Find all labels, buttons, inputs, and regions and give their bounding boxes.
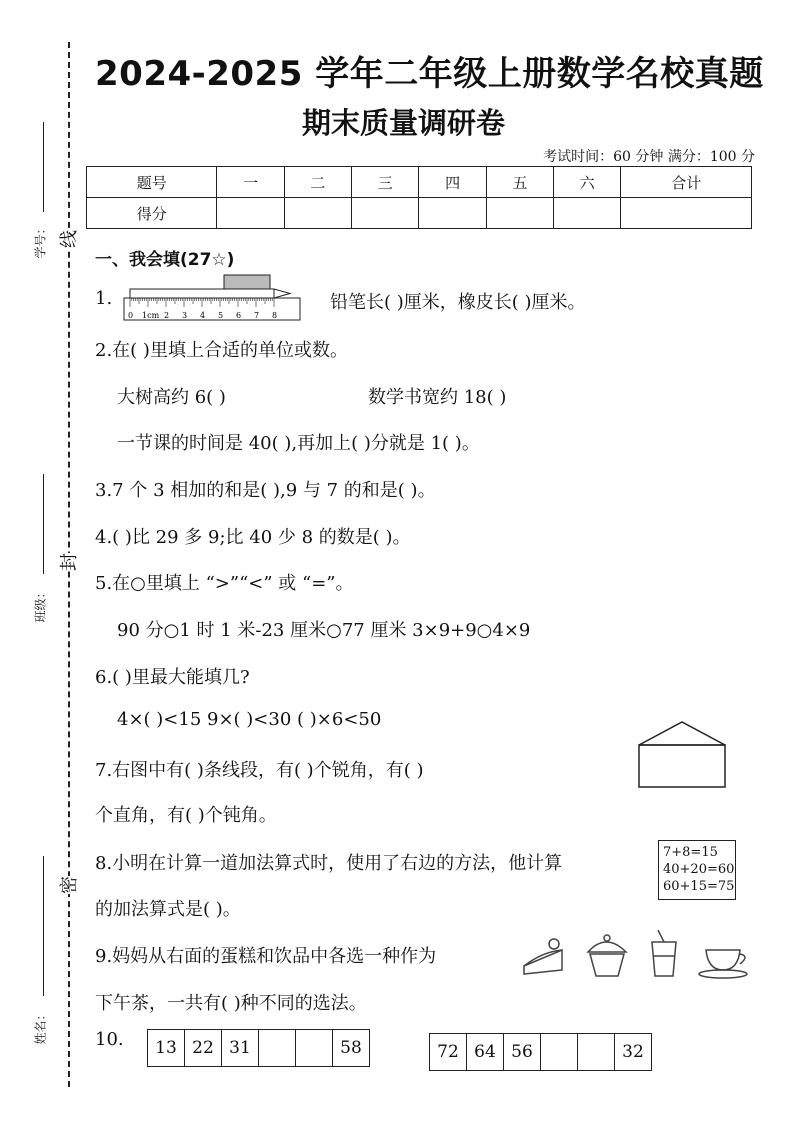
q1-number: 1. — [95, 288, 113, 309]
score-header-cell: 四 — [419, 167, 486, 198]
q7-text-a: 7.右图中有( )条线段，有( )个锐角，有( ) — [95, 760, 424, 781]
q8-text-a: 8.小明在计算一道加法算式时，使用了右边的方法，他计算 — [95, 853, 563, 874]
score-cell[interactable] — [217, 198, 284, 229]
sequence-blank-cell[interactable] — [296, 1030, 333, 1067]
house-roof-triangle — [639, 722, 725, 745]
sequence-table-2 — [429, 1033, 652, 1071]
score-cell[interactable] — [419, 198, 486, 229]
class-blank — [43, 474, 44, 574]
sequence-table-1 — [147, 1029, 370, 1067]
q2-part-a: 大树高约 6( ) — [117, 387, 226, 408]
score-header-cell: 二 — [284, 167, 351, 198]
q4-text: 4.( )比 29 多 9;比 40 少 8 的数是( )。 — [95, 527, 411, 548]
sequence-cell: 56 — [504, 1034, 541, 1071]
drink-cup-icon — [652, 930, 676, 976]
score-header-cell: 三 — [352, 167, 419, 198]
calc-line: 60+15=75 — [663, 879, 735, 894]
sequence-blank-cell[interactable] — [578, 1034, 615, 1071]
ruler-label: 0 — [128, 311, 134, 320]
q6-text: 6.( )里最大能填几? — [95, 667, 250, 688]
score-table-header-row — [87, 167, 752, 198]
q2-part-c: 一节课的时间是 40( ),再加上( )分就是 1( )。 — [117, 433, 480, 454]
binding-mark-secret: 密 — [55, 876, 81, 894]
sequence-cell: 13 — [148, 1030, 185, 1067]
name-label: 姓名： — [33, 1008, 48, 1045]
calc-line: 7+8=15 — [663, 845, 718, 860]
ruler-label: 7 — [254, 311, 260, 320]
sequence-cell: 22 — [185, 1030, 222, 1067]
q9-text-a: 9.妈妈从右面的蛋糕和饮品中各选一种作为 — [95, 946, 437, 967]
exam-subtitle: 期末质量调研卷 — [302, 106, 506, 140]
binding-mark-line: 线 — [55, 230, 81, 248]
score-header-cell: 一 — [217, 167, 284, 198]
class-label: 班级： — [33, 586, 48, 623]
score-cell[interactable] — [284, 198, 351, 229]
student-id-label: 学号： — [33, 222, 48, 259]
ruler-label: 5 — [218, 311, 224, 320]
q8-text-b: 的加法算式是( )。 — [95, 899, 241, 920]
exam-title: 2024-2025 学年二年级上册数学名校真题 — [95, 54, 764, 94]
sequence-blank-cell[interactable] — [541, 1034, 578, 1071]
q7-text-b: 个直角，有( )个钝角。 — [95, 805, 277, 826]
q9-text-b: 下午茶，一共有( )种不同的选法。 — [95, 993, 367, 1014]
ruler-label: 1cm — [142, 311, 160, 320]
teacup-icon — [699, 950, 747, 978]
q1-text: 铅笔长( )厘米，橡皮长( )厘米。 — [330, 292, 586, 313]
q5-text: 5.在○里填上 “>”“<” 或 “=”。 — [95, 573, 354, 594]
ruler-label: 2 — [164, 311, 170, 320]
score-header-cell: 五 — [486, 167, 553, 198]
section-title: 一、我会填(27☆) — [95, 250, 235, 270]
score-header-cell: 题号 — [87, 167, 217, 198]
student-id-blank — [43, 122, 44, 212]
ruler-label: 8 — [272, 311, 278, 320]
q2-part-b: 数学书宽约 18( ) — [368, 387, 507, 408]
house-shape-figure — [636, 718, 728, 790]
house-rectangle — [639, 745, 725, 787]
ruler-figure — [122, 271, 304, 323]
pencil-shape — [130, 289, 274, 298]
q3-text: 3.7 个 3 相加的和是( ),9 与 7 的和是( )。 — [95, 480, 436, 501]
ruler-label: 6 — [236, 311, 242, 320]
binding-mark-seal: 封 — [55, 553, 81, 571]
score-row-label: 得分 — [87, 198, 217, 229]
pencil-tip-shape — [274, 289, 290, 298]
sequence-blank-cell[interactable] — [259, 1030, 296, 1067]
score-cell[interactable] — [554, 198, 621, 229]
snacks-figure — [518, 928, 768, 980]
q10-number: 10. — [95, 1029, 124, 1050]
name-blank — [43, 856, 44, 996]
sequence-cell: 58 — [333, 1030, 370, 1067]
sequence-cell: 31 — [222, 1030, 259, 1067]
exam-info: 考试时间：60 分钟 满分：100 分 — [543, 149, 755, 165]
sequence-cell: 64 — [467, 1034, 504, 1071]
cake-slice-icon — [524, 939, 562, 974]
score-header-cell: 合计 — [621, 167, 752, 198]
score-cell[interactable] — [621, 198, 752, 229]
q6-items: 4×( )<15 9×( )<30 ( )×6<50 — [117, 709, 382, 730]
sequence-cell: 72 — [430, 1034, 467, 1071]
ruler-label: 4 — [200, 311, 206, 320]
q5-items: 90 分○1 时 1 米-23 厘米○77 厘米 3×9+9○4×9 — [117, 620, 531, 641]
score-table-score-row — [87, 198, 752, 229]
cupcake-icon — [588, 935, 626, 976]
ruler-label: 3 — [182, 311, 188, 320]
score-cell[interactable] — [486, 198, 553, 229]
score-header-cell: 六 — [554, 167, 621, 198]
score-cell[interactable] — [352, 198, 419, 229]
calc-line: 40+20=60 — [663, 862, 735, 877]
sequence-cell: 32 — [615, 1034, 652, 1071]
score-table — [86, 166, 752, 229]
q2-text: 2.在( )里填上合适的单位或数。 — [95, 340, 348, 361]
q8-calculation-box — [658, 840, 736, 900]
